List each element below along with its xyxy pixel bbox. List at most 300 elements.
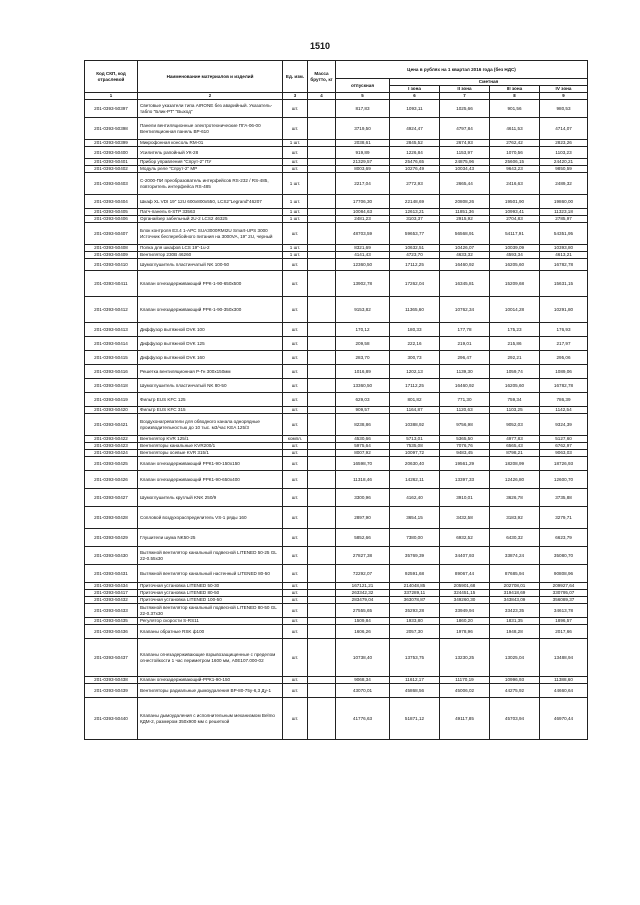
row-unit: шт. (283, 457, 308, 471)
row-unit: шт. (283, 590, 308, 597)
row-zone4-price: 2017,66 (540, 625, 588, 639)
row-zone2-price: 4797,84 (440, 118, 490, 140)
row-zone1-price: 363078,87 (390, 597, 440, 604)
row-zone2-price: 89067,44 (440, 565, 490, 583)
row-unit: шт. (283, 625, 308, 639)
row-zone2-price: 13397,33 (440, 471, 490, 489)
row-zone1-price: 35769,39 (390, 547, 440, 565)
row-mass (308, 159, 336, 166)
row-code: 201-0393-50439 (85, 684, 138, 698)
row-release-price: 27555,65 (336, 604, 390, 618)
row-release-price: 170,12 (336, 323, 390, 337)
row-release-price: 41776,63 (336, 698, 390, 740)
row-code: 201-0393-50414 (85, 337, 138, 351)
row-name: Сопловой воздухораспределитель VS-1 ряды 160 (138, 507, 283, 529)
row-zone3-price: 1103,25 (490, 407, 540, 414)
header-zone2: II зона (440, 86, 490, 93)
row-unit: шт. (283, 443, 308, 450)
row-code: 201-0393-50398 (85, 118, 138, 140)
row-zone2-price: 33949,94 (440, 604, 490, 618)
row-code: 201-0393-50399 (85, 140, 138, 147)
row-zone1-price: 801,82 (390, 393, 440, 407)
row-release-price: 909,57 (336, 407, 390, 414)
table-row (85, 297, 588, 323)
row-unit: шт. (283, 259, 308, 271)
row-zone2-price: 324451,15 (440, 590, 490, 597)
row-zone4-price: 90808,96 (540, 565, 588, 583)
row-unit: 1 шт. (283, 173, 308, 195)
row-mass (308, 365, 336, 379)
row-zone1-price: 51871,12 (390, 698, 440, 740)
row-release-price: 2038,61 (336, 140, 390, 147)
row-mass (308, 436, 336, 443)
row-unit: 1 шт. (283, 252, 308, 259)
header-name: Наименование материалов и изделий (138, 61, 283, 93)
row-name: Патч-панель 6-STP 33563 (138, 209, 283, 216)
row-mass (308, 216, 336, 223)
row-zone4-price: 2489,32 (540, 173, 588, 195)
row-mass (308, 698, 336, 740)
row-mass (308, 140, 336, 147)
row-mass (308, 407, 336, 414)
row-zone2-price: 9483,45 (440, 450, 490, 457)
row-release-price: 8003,69 (336, 166, 390, 173)
row-zone2-price: 1153,97 (440, 147, 490, 159)
row-zone1-price: 222,16 (390, 337, 440, 351)
row-unit: 1 шт. (283, 195, 308, 209)
row-name: Вентиляторы радиальные дымоудаления ВР-80-75у-6,3 Ду-1 (138, 684, 283, 698)
row-zone3-price: 215,86 (490, 337, 540, 351)
row-zone3-price: 175,23 (490, 323, 540, 337)
row-zone2-price: 11170,19 (440, 677, 490, 684)
row-zone1-price: 22148,69 (390, 195, 440, 209)
row-code: 201-0393-50435 (85, 618, 138, 625)
row-zone2-price: 1120,63 (440, 407, 490, 414)
header-zone1: I зона (390, 86, 440, 93)
row-zone4-price: 295,06 (540, 351, 588, 365)
row-zone3-price: 343843,09 (490, 597, 540, 604)
row-zone4-price: 19860,00 (540, 195, 588, 209)
column-number: 9 (540, 93, 588, 100)
table-row (85, 323, 588, 337)
row-unit: шт. (283, 529, 308, 547)
row-unit: шт. (283, 323, 308, 337)
row-zone3-price: 2416,63 (490, 173, 540, 195)
row-unit: шт. (283, 166, 308, 173)
row-zone4-price: 6623,79 (540, 529, 588, 547)
row-zone2-price: 2674,93 (440, 140, 490, 147)
row-zone3-price: 10039,09 (490, 245, 540, 252)
price-table (84, 60, 588, 740)
row-code: 201-0393-50419 (85, 393, 138, 407)
row-zone3-price: 759,34 (490, 393, 540, 407)
row-mass (308, 195, 336, 209)
row-code: 201-0393-50400 (85, 147, 138, 159)
row-mass (308, 147, 336, 159)
row-zone4-price: 176,93 (540, 323, 588, 337)
table-row (85, 271, 588, 297)
table-row (85, 436, 588, 443)
row-zone1-price: 13753,75 (390, 639, 440, 677)
row-release-price: 21329,57 (336, 159, 390, 166)
table-row (85, 489, 588, 507)
row-name: Клапаны обратные RSK ф100 (138, 625, 283, 639)
row-code: 201-0393-50405 (85, 209, 138, 216)
row-unit: шт. (283, 507, 308, 529)
row-mass (308, 379, 336, 393)
row-zone1-price: 17112,25 (390, 379, 440, 393)
row-unit: шт. (283, 698, 308, 740)
row-zone3-price: 2704,83 (490, 216, 540, 223)
row-zone2-price: 11851,36 (440, 209, 490, 216)
row-unit: шт. (283, 489, 308, 507)
row-zone1-price: 10276,49 (390, 166, 440, 173)
row-zone2-price: 19561,29 (440, 457, 490, 471)
row-mass (308, 100, 336, 118)
row-zone3-price: 10993,41 (490, 209, 540, 216)
row-zone3-price: 4977,83 (490, 436, 540, 443)
row-unit: шт. (283, 639, 308, 677)
row-name: Шумоглушитель круглый KNK 250/9 (138, 489, 283, 507)
row-mass (308, 297, 336, 323)
row-zone3-price: 15209,68 (490, 271, 540, 297)
row-zone2-price: 10426,07 (440, 245, 490, 252)
row-zone1-price: 92591,68 (390, 565, 440, 583)
row-name: Приточная установка LITENED 80-50 (138, 590, 283, 597)
row-code: 201-0393-50409 (85, 252, 138, 259)
row-release-price: 283,70 (336, 351, 390, 365)
column-numbers-row (85, 93, 588, 100)
row-code: 201-0393-50408 (85, 245, 138, 252)
row-code: 201-0393-50436 (85, 625, 138, 639)
row-release-price: 13902,78 (336, 271, 390, 297)
row-release-price: 3719,50 (336, 118, 390, 140)
row-zone3-price: 54117,91 (490, 223, 540, 245)
row-zone4-price: 16782,78 (540, 379, 588, 393)
row-name: Шумоглушитель пластинчатый NK 80-50 (138, 379, 283, 393)
row-zone1-price: 11365,60 (390, 297, 440, 323)
table-row (85, 457, 588, 471)
row-zone1-price: 17262,04 (390, 271, 440, 297)
row-unit: шт. (283, 271, 308, 297)
row-zone3-price: 44275,92 (490, 684, 540, 698)
row-mass (308, 529, 336, 547)
row-zone3-price: 33423,35 (490, 604, 540, 618)
row-zone2-price: 9756,98 (440, 414, 490, 436)
row-release-price: 11318,46 (336, 471, 390, 489)
row-name: Блок контроля Е3.4 1-APC SUA3000RMI2U Smart-UPS 3000 Источник бесперебойного питания на 3000VA, 19" 2U, черный (138, 223, 283, 245)
row-release-price: 13360,50 (336, 379, 390, 393)
row-release-price: 1606,26 (336, 625, 390, 639)
row-zone4-price: 6762,97 (540, 443, 588, 450)
row-name: Вентилятор 230В 46260 (138, 252, 283, 259)
row-name: Вентиляторы канальные KVR200/1 (138, 443, 283, 450)
row-zone4-price: 15631,15 (540, 271, 588, 297)
row-code: 201-0393-50426 (85, 471, 138, 489)
row-unit: 1 шт. (283, 209, 308, 216)
row-zone4-price: 34613,78 (540, 604, 588, 618)
row-name: Диффузор вытяжной DVK 125 (138, 337, 283, 351)
row-zone2-price: 10034,43 (440, 166, 490, 173)
row-release-price: 2481,23 (336, 216, 390, 223)
row-mass (308, 450, 336, 457)
row-zone4-price: 3279,71 (540, 507, 588, 529)
row-zone2-price: 5365,50 (440, 436, 490, 443)
table-row (85, 118, 588, 140)
table-row (85, 379, 588, 393)
row-zone4-price: 1896,57 (540, 618, 588, 625)
row-zone4-price: 44660,64 (540, 684, 588, 698)
row-zone1-price: 2057,30 (390, 625, 440, 639)
row-name: Микрофонная консоль RM-01 (138, 140, 283, 147)
table-row (85, 147, 588, 159)
row-name: Клапаны огнезадерживающие взрывозащищенные с пределом огнестойкости 1 час периметром 1600 мм, А0Е107.000-02 (138, 639, 283, 677)
row-zone4-price: 3735,88 (540, 489, 588, 507)
row-zone3-price: 25606,15 (490, 159, 540, 166)
row-zone4-price: 786,39 (540, 393, 588, 407)
row-zone3-price: 4611,53 (490, 118, 540, 140)
row-zone4-price: 46970,44 (540, 698, 588, 740)
row-zone2-price: 2665,44 (440, 173, 490, 195)
row-code: 201-0393-50417 (85, 590, 138, 597)
row-zone1-price: 1933,80 (390, 618, 440, 625)
row-zone4-price: 2823,26 (540, 140, 588, 147)
column-number: 8 (490, 93, 540, 100)
row-code: 201-0393-50432 (85, 597, 138, 604)
row-unit: шт. (283, 393, 308, 407)
row-zone4-price: 217,97 (540, 337, 588, 351)
row-release-price: 8238,86 (336, 414, 390, 436)
row-code: 201-0393-50397 (85, 100, 138, 118)
row-code: 201-0393-50412 (85, 297, 138, 323)
row-mass (308, 677, 336, 684)
row-zone4-price: 16782,78 (540, 259, 588, 271)
row-zone2-price: 3432,58 (440, 507, 490, 529)
row-mass (308, 118, 336, 140)
row-zone1-price: 3654,15 (390, 507, 440, 529)
row-zone4-price: 9324,39 (540, 414, 588, 436)
row-mass (308, 351, 336, 365)
row-zone4-price: 13488,94 (540, 639, 588, 677)
row-name: Регулятор скорости S-RS11 (138, 618, 283, 625)
header-zone4: IV зона (540, 86, 588, 93)
row-mass (308, 684, 336, 698)
row-name: Вытяжной вентилятор канальный подвесной LITENED 80-50 GL 22-0.37x30 (138, 604, 283, 618)
table-row (85, 140, 588, 147)
row-unit: 1 шт. (283, 216, 308, 223)
column-number: 5 (336, 93, 390, 100)
column-number: 2 (138, 93, 283, 100)
row-code: 201-0393-50425 (85, 457, 138, 471)
row-zone4-price: 1103,23 (540, 147, 588, 159)
row-zone2-price: 13230,25 (440, 639, 490, 677)
row-unit: шт. (283, 618, 308, 625)
row-zone2-price: 1025,66 (440, 100, 490, 118)
header-price-group: Цена в рублях на 1 квартал 2016 года (без НДС) (336, 61, 588, 79)
row-mass (308, 323, 336, 337)
row-release-price: 10084,63 (336, 209, 390, 216)
row-name: Клапан огнезадерживающий РРК-1-90-350х300 (138, 297, 283, 323)
row-code: 201-0393-50402 (85, 166, 138, 173)
table-row (85, 245, 588, 252)
row-code: 201-0393-50437 (85, 639, 138, 677)
row-name: Глушители шума NK50-25 (138, 529, 283, 547)
table-row (85, 223, 588, 245)
row-zone1-price: 45868,56 (390, 684, 440, 698)
row-zone3-price: 19501,90 (490, 195, 540, 209)
row-zone2-price: 16460,92 (440, 259, 490, 271)
table-row (85, 216, 588, 223)
row-code: 201-0393-50430 (85, 547, 138, 565)
row-release-price: 2897,90 (336, 507, 390, 529)
row-zone3-price: 16205,60 (490, 259, 540, 271)
row-zone1-price: 20630,40 (390, 457, 440, 471)
row-zone3-price: 292,21 (490, 351, 540, 365)
row-name: Вытяжной вентилятор канальный настенный LITENED 80-50 (138, 565, 283, 583)
row-name: Шумоглушитель пластинчатый NK 100-50 (138, 259, 283, 271)
row-release-price: 48703,59 (336, 223, 390, 245)
table-row (85, 677, 588, 684)
row-name: Клапан огнезадерживающий РРК1-90-650х400 (138, 471, 283, 489)
table-row (85, 604, 588, 618)
row-zone2-price: 56568,91 (440, 223, 490, 245)
row-name: Фильтр EUS KFC 315 (138, 407, 283, 414)
row-zone2-price: 34407,93 (440, 547, 490, 565)
row-zone3-price: 16205,60 (490, 379, 540, 393)
row-zone1-price: 300,73 (390, 351, 440, 365)
row-code: 201-0393-50418 (85, 379, 138, 393)
row-zone2-price: 771,30 (440, 393, 490, 407)
table-row (85, 590, 588, 597)
row-zone3-price: 4593,34 (490, 252, 540, 259)
row-mass (308, 252, 336, 259)
row-release-price: 72292,07 (336, 565, 390, 583)
row-release-price: 8321,69 (336, 245, 390, 252)
row-zone2-price: 1139,30 (440, 365, 490, 379)
row-release-price: 5975,64 (336, 443, 390, 450)
row-unit: шт. (283, 337, 308, 351)
table-row (85, 529, 588, 547)
row-code: 201-0393-50429 (85, 529, 138, 547)
row-mass (308, 393, 336, 407)
row-zone1-price: 214048,85 (390, 583, 440, 590)
row-name: Клапан огнезадерживающий РРК1-90-150х150 (138, 457, 283, 471)
row-zone3-price: 2762,42 (490, 140, 540, 147)
row-mass (308, 489, 336, 507)
row-unit: шт. (283, 407, 308, 414)
row-code: 201-0393-50423 (85, 443, 138, 450)
row-unit: шт. (283, 547, 308, 565)
row-zone1-price: 1093,11 (390, 100, 440, 118)
row-unit: шт. (283, 297, 308, 323)
header-mass: Масса брутто, кг (308, 61, 336, 93)
table-row (85, 351, 588, 365)
row-release-price: 167121,21 (336, 583, 390, 590)
row-code: 201-0393-50434 (85, 583, 138, 590)
header-release: отпускная (336, 79, 390, 93)
table-row (85, 547, 588, 565)
row-code: 201-0393-50422 (85, 436, 138, 443)
row-mass (308, 618, 336, 625)
row-name: Полка для шкафов LCS 19"-1u-2 (138, 245, 283, 252)
row-zone4-price: 9850,59 (540, 166, 588, 173)
row-zone2-price: 205901,68 (440, 583, 490, 590)
table-row (85, 407, 588, 414)
row-zone3-price: 45703,94 (490, 698, 540, 740)
row-release-price: 817,83 (336, 100, 390, 118)
row-release-price: 283479,04 (336, 597, 390, 604)
header-code: Код СКП, код отраслевой (85, 61, 138, 93)
row-zone2-price: 24875,96 (440, 159, 490, 166)
row-zone1-price: 1226,84 (390, 147, 440, 159)
row-release-price: 12360,50 (336, 259, 390, 271)
table-row (85, 393, 588, 407)
row-zone1-price: 3103,37 (390, 216, 440, 223)
row-unit: шт. (283, 684, 308, 698)
row-code: 201-0393-50420 (85, 407, 138, 414)
row-release-price: 27827,38 (336, 547, 390, 565)
row-zone4-price: 9063,03 (540, 450, 588, 457)
header-estimate: Сметная (390, 79, 588, 86)
row-zone4-price: 5127,60 (540, 436, 588, 443)
table-row (85, 159, 588, 166)
row-mass (308, 271, 336, 297)
row-zone1-price: 10632,51 (390, 245, 440, 252)
row-name: Клапан огнезадерживающий РРК-1-90-650х500 (138, 271, 283, 297)
row-name: Воздухонагреватели для обводного канала однорядные производительностью до 10 тыс. м3/час KEA 125/3 (138, 414, 283, 436)
row-zone3-price: 87685,94 (490, 565, 540, 583)
row-unit: шт. (283, 583, 308, 590)
row-mass (308, 583, 336, 590)
row-unit: 1 шт. (283, 140, 308, 147)
column-number: 7 (440, 93, 490, 100)
row-zone4-price: 11388,60 (540, 677, 588, 684)
row-zone3-price: 18208,99 (490, 457, 540, 471)
row-mass (308, 223, 336, 245)
row-zone4-price: 1089,06 (540, 365, 588, 379)
row-release-price: 263342,32 (336, 590, 390, 597)
row-mass (308, 547, 336, 565)
row-zone1-price: 10097,72 (390, 450, 440, 457)
row-mass (308, 443, 336, 450)
page-number: 1510 (309, 41, 331, 51)
table-row (85, 471, 588, 489)
row-zone3-price: 3183,92 (490, 507, 540, 529)
row-zone4-price: 24420,21 (540, 159, 588, 166)
row-unit: компл. (283, 436, 308, 443)
row-zone3-price: 10996,93 (490, 677, 540, 684)
table-row (85, 639, 588, 677)
column-number: 6 (390, 93, 440, 100)
row-zone3-price: 1831,35 (490, 618, 540, 625)
table-row (85, 450, 588, 457)
row-zone1-price: 25476,65 (390, 159, 440, 166)
row-zone1-price: 337289,11 (390, 590, 440, 597)
row-mass (308, 639, 336, 677)
row-code: 201-0393-50427 (85, 489, 138, 507)
row-name: Модуль реле "Спрут-2" МР (138, 166, 283, 173)
row-zone4-price: 980,53 (540, 100, 588, 118)
table-row (85, 443, 588, 450)
row-mass (308, 507, 336, 529)
row-zone3-price: 1059,74 (490, 365, 540, 379)
row-zone1-price: 2845,52 (390, 140, 440, 147)
row-zone2-price: 219,01 (440, 337, 490, 351)
table-row (85, 414, 588, 436)
row-zone2-price: 20808,26 (440, 195, 490, 209)
row-code: 201-0393-50424 (85, 450, 138, 457)
row-zone1-price: 10388,92 (390, 414, 440, 436)
